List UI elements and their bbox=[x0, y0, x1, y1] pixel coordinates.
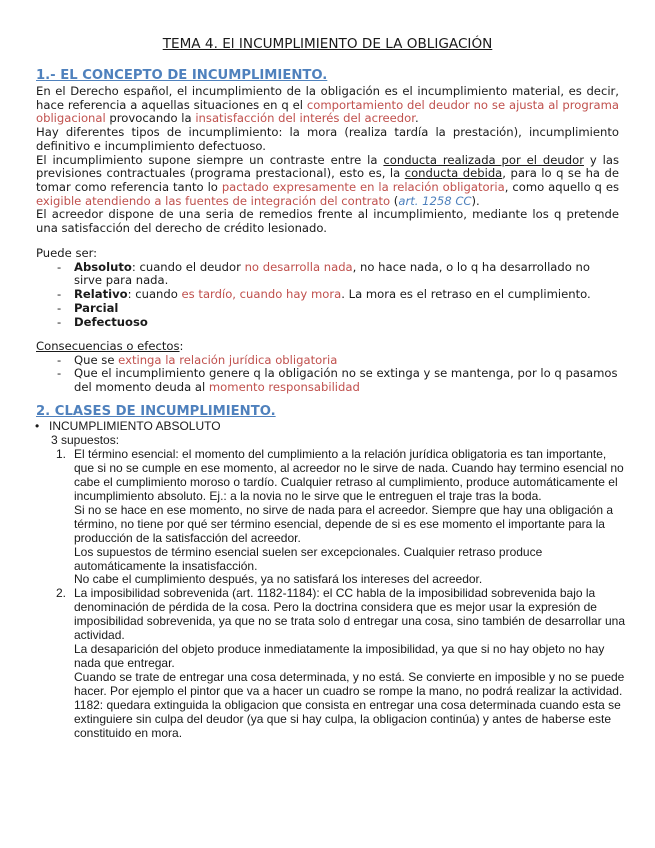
consequences-label: Consecuencias o efectos: bbox=[36, 339, 184, 353]
item-number: 2. bbox=[56, 586, 67, 601]
emphasis-text: insatisfacción del interés del acreedor bbox=[195, 111, 415, 126]
dash-bullet: - bbox=[57, 314, 62, 329]
paragraph-concept: En el Derecho español, el incumplimiento de la obligación es el incumplimiento material, es decir, hace referencia a aquellas situaciones en q el comportamiento del deudor no se ajusta al programa obligacional provocando la insatisfacción del interés del acreedor. bbox=[36, 84, 620, 126]
consequences-list bbox=[36, 354, 619, 395]
emphasis-text: exigible atendiendo a las fuentes de integración del contrato bbox=[36, 193, 391, 208]
emphasis-text: momento responsabilidad bbox=[208, 380, 360, 395]
section-2-body bbox=[35, 420, 625, 741]
dash-bullet: - bbox=[57, 259, 62, 274]
article-reference: art. 1258 CC bbox=[398, 193, 472, 208]
types-list-label: Puede ser: bbox=[36, 246, 98, 260]
section-1-body bbox=[36, 85, 619, 236]
types-list-block bbox=[36, 247, 619, 329]
emphasis-text: no desarrolla nada bbox=[244, 259, 353, 274]
emphasis-text: es tardío, cuando hay mora bbox=[181, 287, 342, 302]
paragraph-remedies: El acreedor dispone de una seria de remedios frente al incumplimiento, mediante los q pretende una satisfacción del derecho de crédito lesionado. bbox=[36, 207, 619, 236]
list-item: - Que el incumplimiento genere q la obligación no se extinga y se mantenga, por lo q pasamos del momento deuda al momento responsabilidad bbox=[57, 366, 618, 395]
numbered-list bbox=[35, 448, 625, 741]
emphasis-text: extinga la relación jurídica obligatoria bbox=[118, 352, 338, 367]
list-item: - Parcial bbox=[57, 300, 119, 315]
item-number: 1. bbox=[56, 446, 67, 461]
underlined-text: conducta debida bbox=[404, 166, 503, 181]
sub-label: 3 supuestos: bbox=[51, 432, 120, 447]
document-title: TEMA 4. El INCUMPLIMIENTO DE LA OBLIGACIÓN bbox=[162, 36, 493, 52]
section-2-heading: 2. CLASES DE INCUMPLIMIENTO. bbox=[36, 404, 276, 419]
underlined-text: conducta realizada por el deudor bbox=[383, 152, 584, 167]
bullet-item: • INCUMPLIMIENTO ABSOLUTO bbox=[35, 419, 221, 433]
list-item: - Absoluto: cuando el deudor no desarrolla nada, no hace nada, o lo q ha desarrollado no sirve para nada. bbox=[57, 259, 590, 288]
list-item: - Defectuoso bbox=[57, 314, 148, 329]
emphasis-text: comportamiento del deudor no se ajusta al programa obligacional bbox=[36, 97, 620, 126]
dash-bullet: - bbox=[57, 366, 62, 381]
round-bullet: • bbox=[35, 419, 40, 433]
emphasis-text: pactado expresamente en la relación obligatoria bbox=[221, 179, 505, 194]
paragraph-contrast: El incumplimiento supone siempre un contraste entre la conducta realizada por el deudor y las previsiones contractuales (programa prestacional), esto es, la conducta debida, para lo q se ha de tomar como referencia tanto lo pactado expresamente en la relación obligatoria, como aquello q es exigible atendiendo a las fuentes de integración del contrato (art. 1258 CC). bbox=[36, 152, 620, 208]
consequences-block bbox=[36, 340, 619, 395]
numbered-item: 1. El término esencial: el momento del cumplimiento a la relación jurídica obligatoria es tan importante, que si no se cumple en ese momento, al acreedor no le sirve de nada. Cuando hay termino esencial no cabe el cumplimiento moroso o tardío. Cualquier retraso al cumplimiento, produce automáticamente el incumplimiento absoluto. Ej.: a la novia no le sirve que le entreguen el traje tras la boda. Si no se hace en ese momento, no sirve de nada para el acreedor. Siempre que hay una obligación a término, no tiene por qué ser término esencial, depende de si es ese momento el importante para la producción de la satisfacción del acreedor. Los supuestos de término esencial suelen ser excepcionales. Cualquier retraso produce automáticamente la insatisfacción. No cabe el cumplimiento después, ya no satisfará los intereses del acreedor. bbox=[56, 446, 624, 587]
numbered-item: 2. La imposibilidad sobrevenida (art. 1182-1184): el CC habla de la imposibilidad sobrevenida bajo la denominación de pérdida de la cosa. Pero la doctrina considera que es mejor usar la expresión de imposibilidad sobrevenida, ya que no se trata solo d entregar una cosa, sino también de desarrollar una actividad. La desaparición del objeto produce inmediatamente la imposibilidad, ya que si no hay objeto no hay nada que entregar. Cuando se trate de entregar una cosa determinada, y no está. Se convierte en imposible y no se puede hacer. Por ejemplo el pintor que va a hacer un cuadro se rompe la mano, no podrá realizar la actividad. 1182: quedara extinguida la obligacion que consista en entregar una cosa determinada cuando esta se extinguiere sin culpa del deudor (ya que si hay culpa, la obligacion continúa) y antes de haberse este constituido en mora. bbox=[56, 586, 626, 740]
dash-bullet: - bbox=[57, 287, 62, 302]
types-list bbox=[36, 261, 619, 330]
list-item: - Relativo: cuando es tardío, cuando hay mora. La mora es el retraso en el cumplimiento. bbox=[57, 287, 591, 302]
list-item: - Que se extinga la relación jurídica obligatoria bbox=[57, 352, 338, 367]
paragraph-types: Hay diferentes tipos de incumplimiento: la mora (realiza tardía la prestación), incumplimiento definitivo e incumplimiento defectuoso. bbox=[36, 125, 619, 153]
section-1-heading: 1.- EL CONCEPTO DE INCUMPLIMIENTO. bbox=[36, 68, 328, 83]
dash-bullet: - bbox=[57, 300, 62, 315]
dash-bullet: - bbox=[57, 352, 62, 367]
